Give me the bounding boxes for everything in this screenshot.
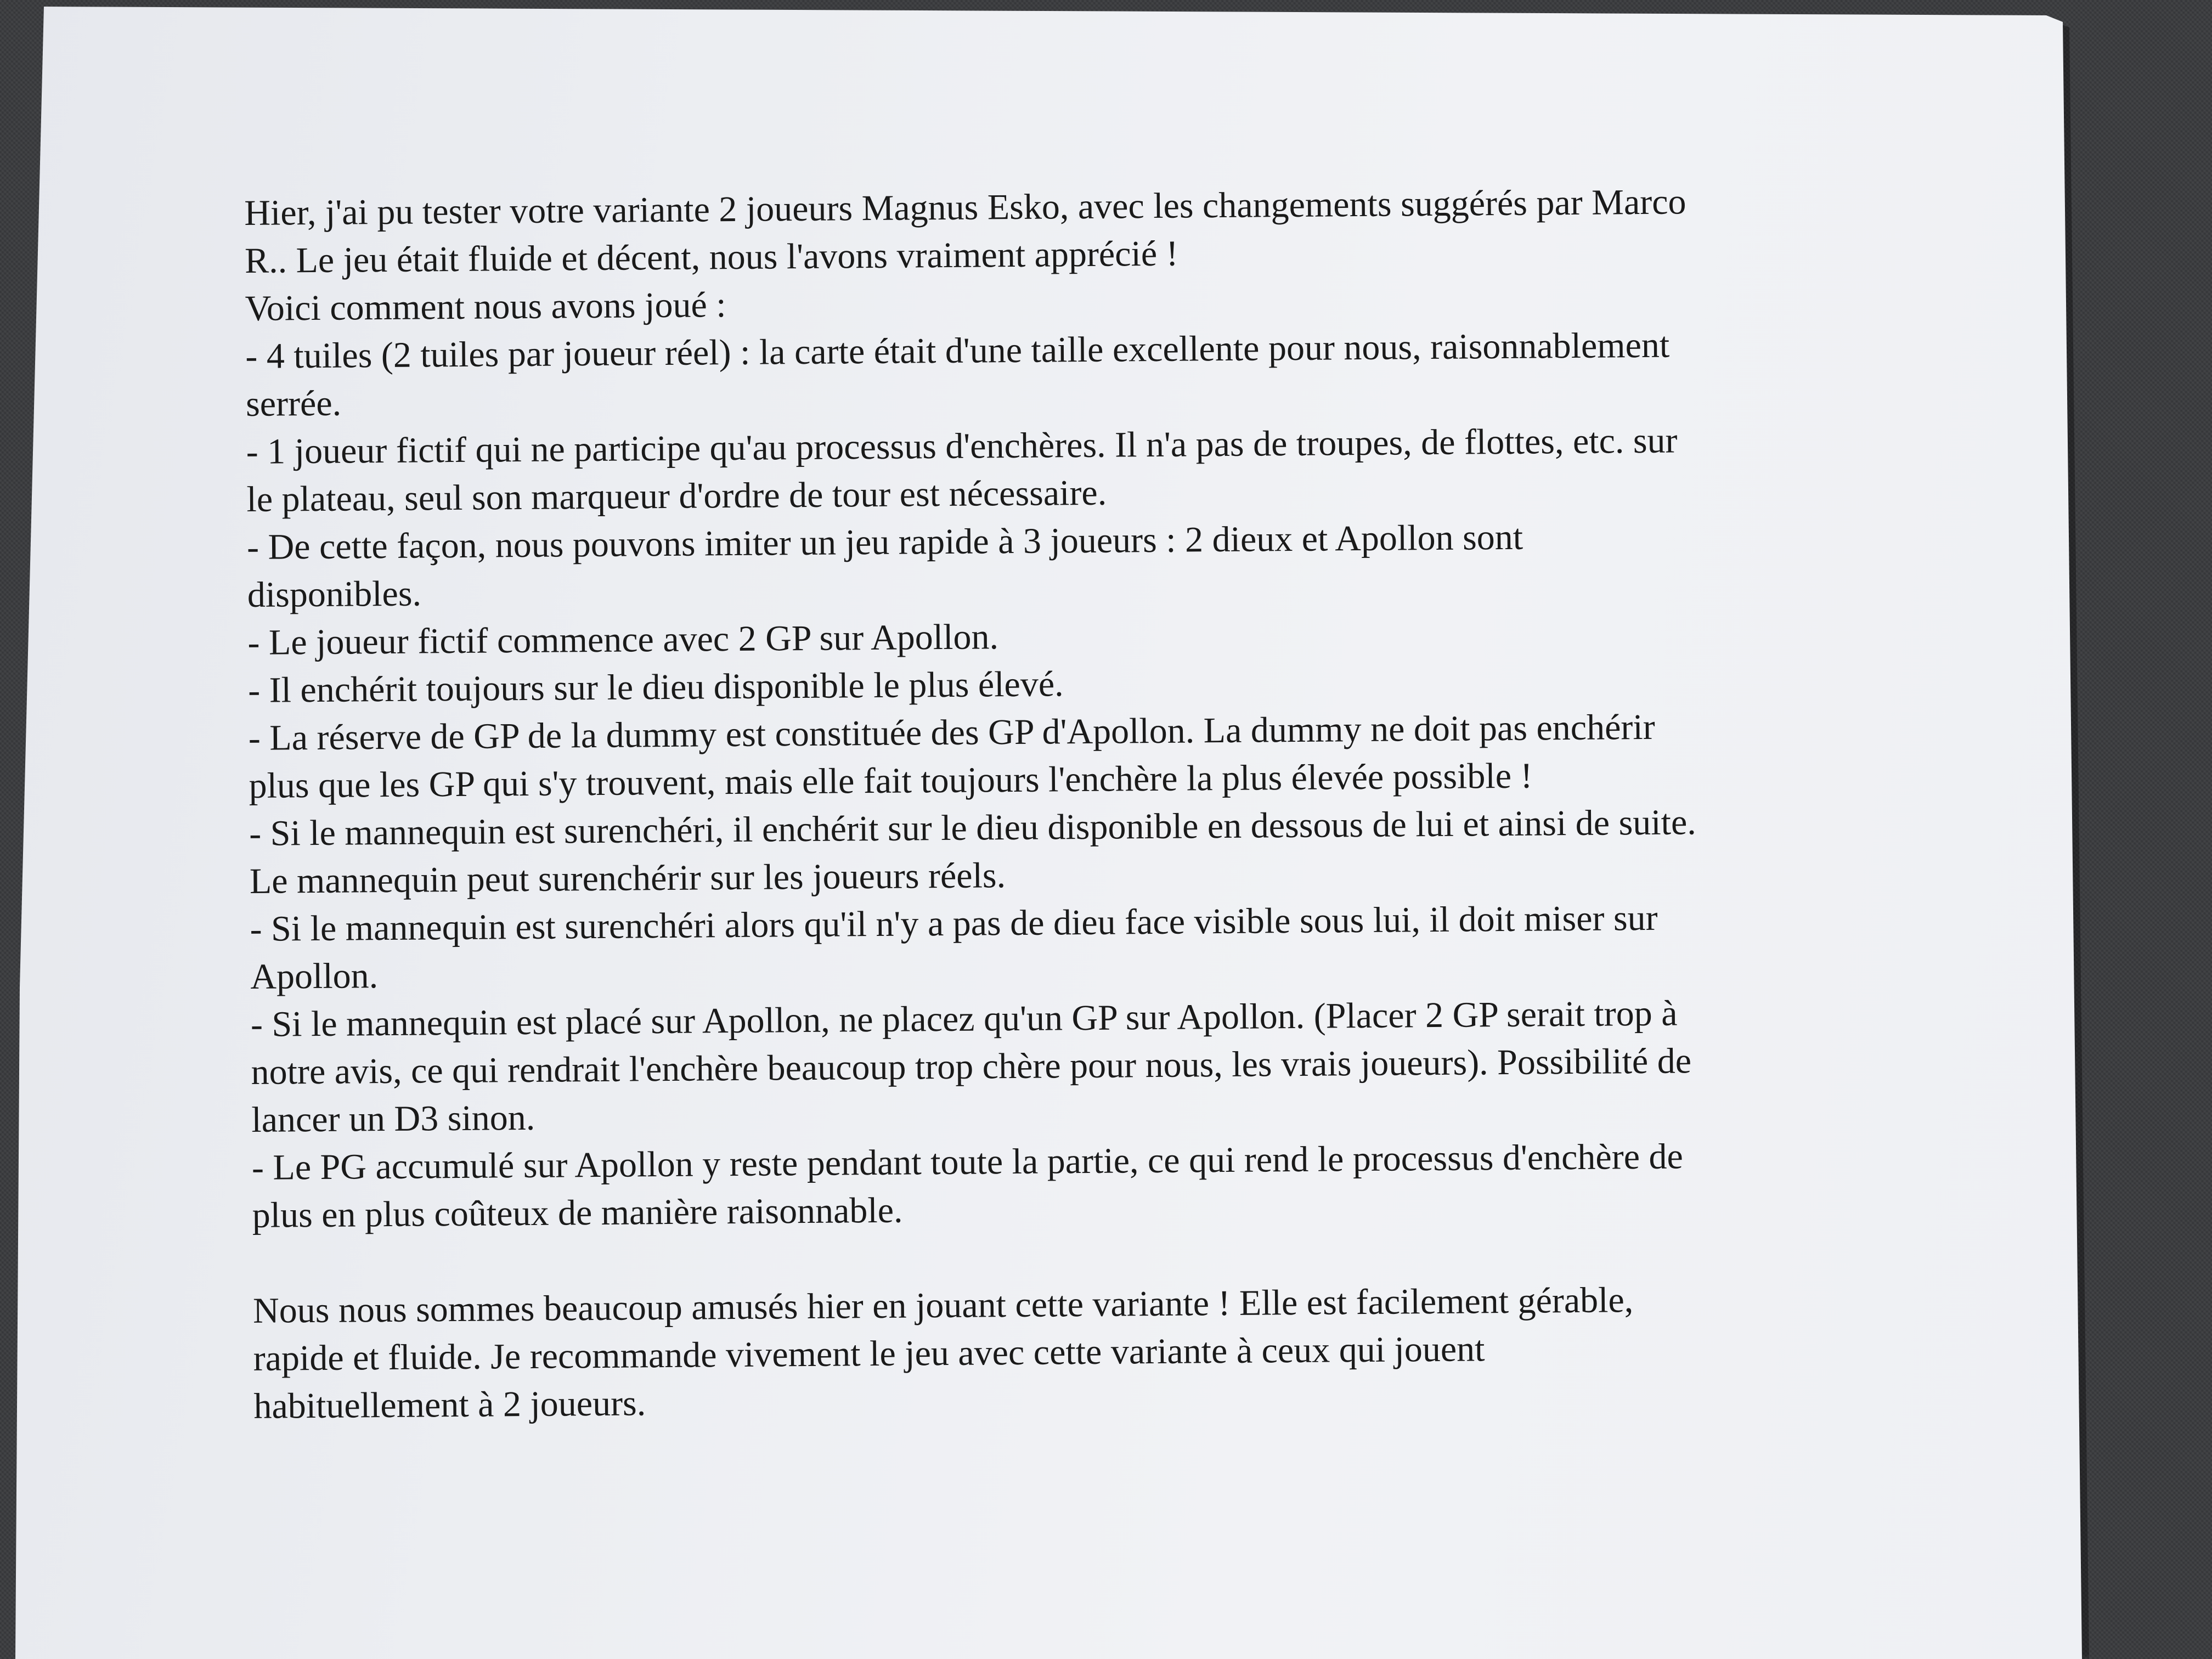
text-line: - Le PG accumulé sur Apollon y reste pendant toute la partie, ce qui rend le processus d'enchère de [251, 1136, 1684, 1188]
paragraph-conclusion [253, 1273, 1977, 1430]
text-line: rapide et fluide. Je recommande vivement le jeu avec cette variante à ceux qui jouent [253, 1329, 1485, 1379]
text-line: Le mannequin peut surenchérir sur les joueurs réels. [249, 855, 1006, 901]
text-line: notre avis, ce qui rendrait l'enchère beaucoup trop chère pour nous, les vrais joueurs). Possibilité de [251, 1041, 1692, 1092]
text-line: le plateau, seul son marqueur d'ordre de tour est nécessaire. [246, 472, 1107, 520]
text-line: serrée. [245, 383, 342, 424]
text-line: - 4 tuiles (2 tuiles par joueur réel) : la carte était d'une taille excellente pour nous, raisonnablement [245, 325, 1670, 376]
text-line: R.. Le jeu était fluide et décent, nous l'avons vraiment apprécié ! [244, 233, 1178, 281]
text-line: plus en plus coûteux de manière raisonnable. [252, 1190, 903, 1235]
letter-text [244, 176, 1977, 1430]
text-line: Hier, j'ai pu tester votre variante 2 joueurs Magnus Esko, avec les changements suggérés par Marco [244, 182, 1686, 233]
text-line: - Si le mannequin est surenchéri, il enchérit sur le dieu disponible en dessous de lui et ainsi de suite. [249, 802, 1696, 854]
text-line: - Si le mannequin est surenchéri alors qu'il n'y a pas de dieu face visible sous lui, il doit miser sur [250, 898, 1658, 949]
paragraph-variant-rules [244, 176, 1975, 1239]
text-line: plus que les GP qui s'y trouvent, mais elle fait toujours l'enchère la plus élevée possible ! [249, 755, 1533, 806]
text-line: habituellement à 2 joueurs. [253, 1383, 646, 1426]
text-line: disponibles. [247, 573, 422, 615]
text-line: - Si le mannequin est placé sur Apollon, ne placez qu'un GP sur Apollon. (Placer 2 GP serait trop à [250, 993, 1678, 1045]
text-line: Voici comment nous avons joué : [245, 285, 726, 329]
text-line: Nous nous sommes beaucoup amusés hier en jouant cette variante ! Elle est facilement gérable, [252, 1280, 1634, 1331]
text-line: - 1 joueur fictif qui ne participe qu'au processus d'enchères. Il n'a pas de troupes, de flottes, etc. sur [246, 420, 1678, 472]
text-line: - La réserve de GP de la dummy est constituée des GP d'Apollon. La dummy ne doit pas enchérir [248, 707, 1655, 758]
text-line: - De cette façon, nous pouvons imiter un jeu rapide à 3 joueurs : 2 dieux et Apollon sont [246, 517, 1523, 567]
text-line: - Il enchérit toujours sur le dieu disponible le plus élevé. [247, 664, 1064, 710]
text-line: - Le joueur fictif commence avec 2 GP sur Apollon. [247, 617, 999, 663]
text-line: Apollon. [250, 956, 379, 997]
text-line: lancer un D3 sinon. [251, 1097, 535, 1140]
